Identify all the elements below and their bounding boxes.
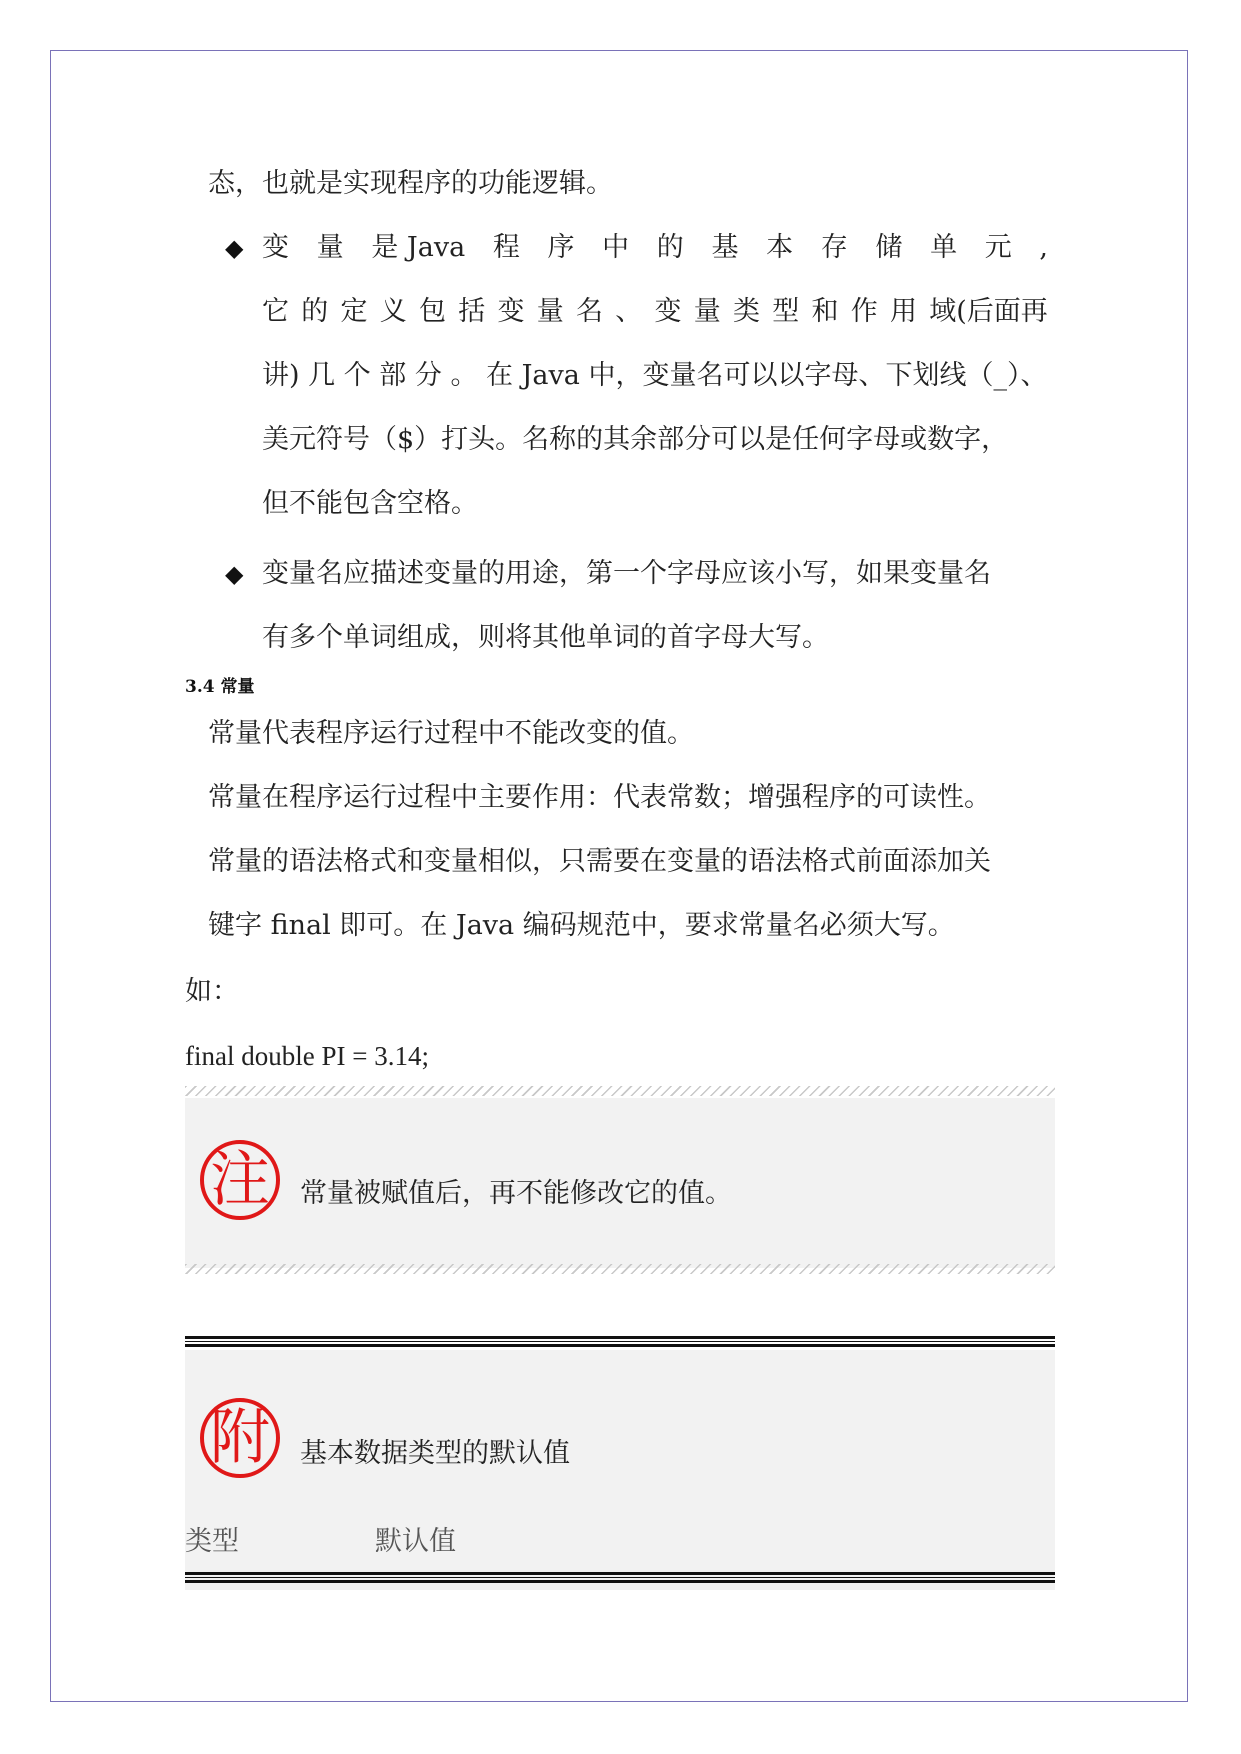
text-token: 元 (984, 232, 1012, 263)
appendix-bottom-rule (185, 1572, 1055, 1585)
table-header-default: 默认值 (375, 1526, 456, 1557)
text-token: 域(后面再 (929, 296, 1048, 327)
text-token: 定 (340, 296, 368, 327)
text-token: 和 (811, 296, 839, 327)
note-bottom-border (185, 1264, 1055, 1274)
text-token: 量 (316, 232, 344, 263)
text-token: 量 (536, 296, 564, 327)
bullet1-line4: 美元符号（$）打头。名称的其余部分可以是任何字母或数字， (262, 424, 1009, 455)
appendix-top-rule (185, 1336, 1055, 1349)
text-token: 变 (654, 296, 682, 327)
table-header-type: 类型 (185, 1526, 239, 1557)
appendix-stamp-icon: 附 (200, 1398, 280, 1478)
text-token: 存 (820, 232, 848, 263)
text-token: 中 (602, 232, 630, 263)
text-token: 类 (733, 296, 760, 327)
text-token: 、 (615, 296, 643, 327)
text-token: , (1039, 232, 1048, 263)
section-paragraph: 常量在程序运行过程中主要作用：代表常数；增强程序的可读性。 (208, 782, 991, 813)
text-token: 作 (850, 296, 878, 327)
bullet1-line5: 但不能包含空格。 (262, 488, 478, 519)
section-paragraph: 键字 final 即可。在 Java 编码规范中，要求常量名必须大写。 (208, 910, 955, 941)
text-token: 本 (766, 232, 794, 263)
bullet2-line2: 有多个单词组成，则将其他单词的首字母大写。 (262, 622, 829, 653)
bullet2-line1: 变量名应描述变量的用途，第一个字母应该小写，如果变量名 (262, 558, 991, 589)
section-heading: 3.4 常量 (185, 677, 255, 697)
text-token: 名 (576, 296, 603, 327)
text-token: 储 (875, 232, 903, 263)
text-token: 变 (497, 296, 525, 327)
text-token: 单 (930, 232, 958, 263)
text-token: 是 Java (371, 232, 466, 263)
text-token: 量 (693, 296, 721, 327)
text-token: 变 (262, 232, 289, 263)
text-token: 它 (262, 296, 289, 327)
text-token: 序 (547, 232, 575, 263)
bullet-diamond-icon: ◆ (225, 234, 244, 262)
paragraph-line: 态，也就是实现程序的功能逻辑。 (208, 168, 613, 199)
text-token: 用 (890, 296, 917, 327)
note-text: 常量被赋值后，再不能修改它的值。 (300, 1178, 732, 1209)
code-line: final double PI = 3.14; (185, 1041, 429, 1071)
text-token: 义 (379, 296, 407, 327)
text-token: 的 (301, 296, 329, 327)
text-token: 型 (772, 296, 800, 327)
example-label: 如： (185, 976, 239, 1007)
bullet1-line1 (262, 230, 1048, 266)
text-token: 包 (419, 296, 446, 327)
text-token: 程 (492, 232, 520, 263)
section-paragraph: 常量代表程序运行过程中不能改变的值。 (208, 718, 694, 749)
bullet1-line3: 讲) 几 个 部 分 。 在 Java 中，变量名可以以字母、下划线（_）、 (262, 360, 1048, 391)
section-paragraph: 常量的语法格式和变量相似，只需要在变量的语法格式前面添加关 (208, 846, 991, 877)
note-stamp-icon: 注 (200, 1140, 280, 1220)
note-top-border (185, 1086, 1055, 1096)
text-token: 括 (458, 296, 486, 327)
appendix-title: 基本数据类型的默认值 (300, 1438, 570, 1469)
bullet1-line2 (262, 294, 1048, 330)
text-token: 基 (711, 232, 739, 263)
text-token: 的 (656, 232, 684, 263)
bullet-diamond-icon: ◆ (225, 560, 244, 588)
